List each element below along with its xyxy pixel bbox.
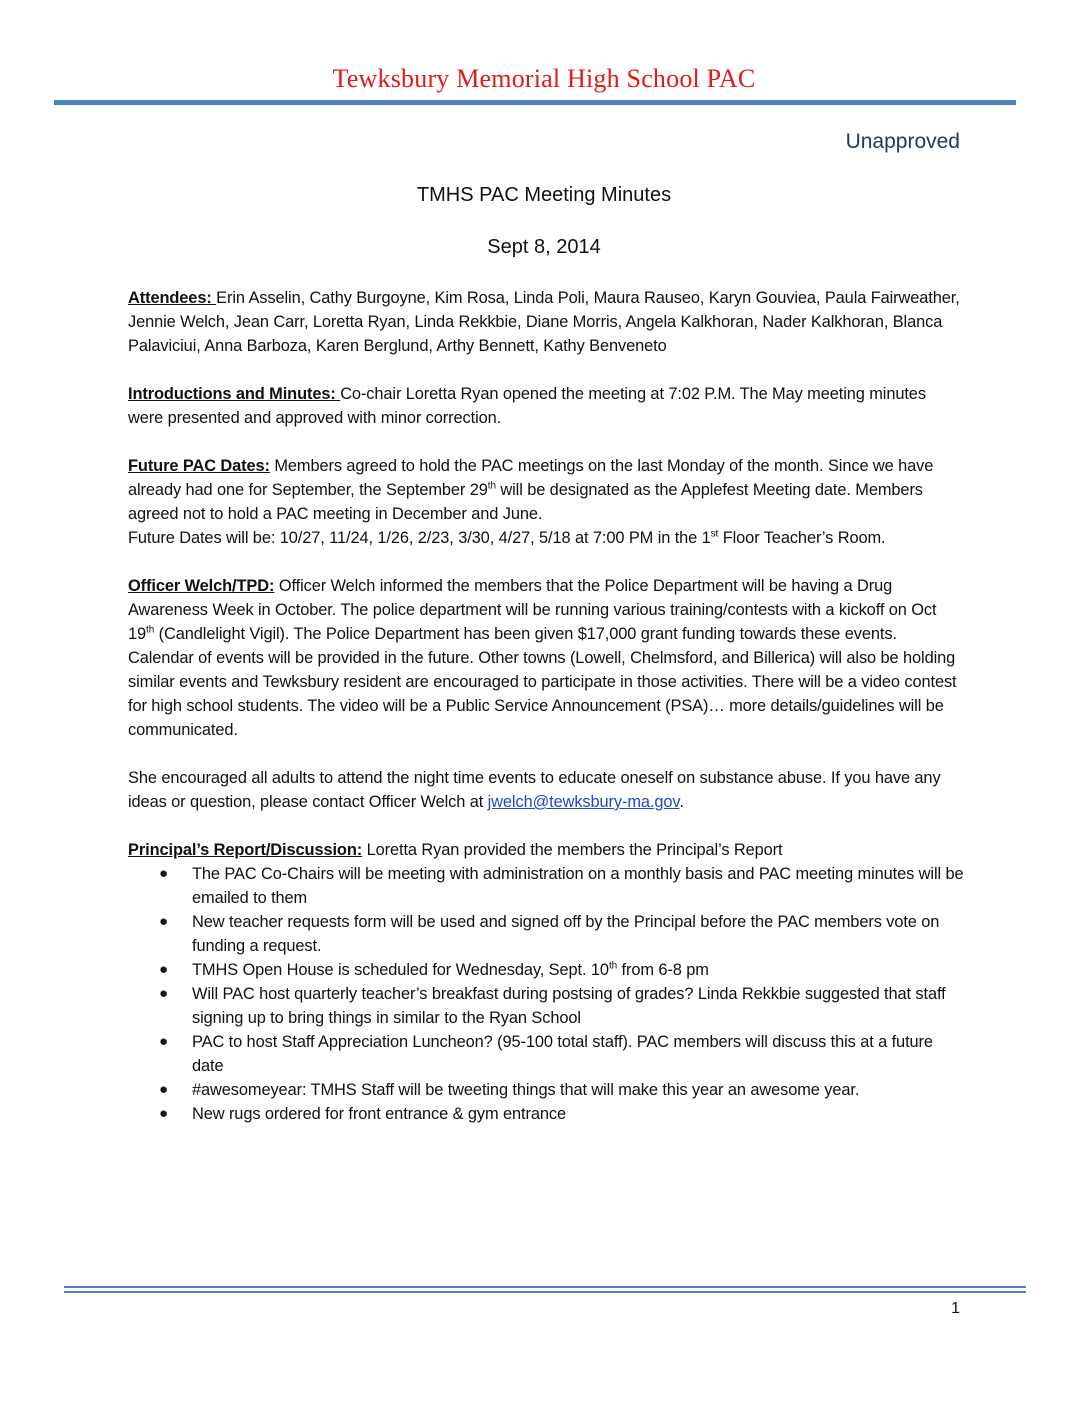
bullet-icon: ●	[159, 1105, 168, 1122]
principal-section	[128, 838, 964, 1126]
list-item	[128, 1102, 964, 1126]
officer-sup-1: th	[146, 624, 155, 636]
list-item	[128, 958, 964, 982]
future-dates-text-1: Members agreed to hold the PAC meetings on the last Monday of the month. Since we have already had one for September, the September 29	[128, 457, 934, 499]
bullet-icon: ●	[159, 913, 168, 930]
principal-bullet-list	[128, 862, 964, 1126]
principal-label: Principal’s Report/Discussion:	[128, 841, 363, 859]
attendees-paragraph	[128, 286, 964, 358]
officer-text-1: Officer Welch informed the members that the Police Department will be having a Drug Awareness Week in October. The police department will be running various training/contests with a kickoff on Oct 19	[128, 577, 937, 643]
list-item	[128, 982, 964, 1030]
future-dates-text-4: Floor Teacher’s Room.	[718, 529, 886, 547]
minutes-body	[128, 286, 964, 1126]
bullet-icon: ●	[159, 1033, 168, 1050]
list-item-text: The PAC Co-Chairs will be meeting with administration on a monthly basis and PAC meeting minutes will be emailed to them	[192, 865, 964, 907]
officer-paragraph	[128, 574, 964, 742]
future-dates-sup-1: th	[487, 480, 496, 492]
future-dates-paragraph	[128, 454, 964, 550]
list-item-text: PAC to host Staff Appreciation Luncheon? (95-100 total staff). PAC members will discuss this at a future date	[192, 1033, 933, 1075]
introductions-paragraph	[128, 382, 964, 430]
list-item-text: Will PAC host quarterly teacher’s breakfast during postsing of grades? Linda Rekkbie suggested that staff signing up to bring things in similar to the Ryan School	[192, 985, 946, 1027]
introductions-text: Co-chair Loretta Ryan opened the meeting at 7:02 P.M. The May meeting minutes were presented and approved with minor correction.	[128, 385, 926, 427]
future-dates-text-2: will be designated as the Applefest Meeting date. Members agreed not to hold a PAC meeting in December and June.	[128, 481, 923, 523]
officer-email-link[interactable]: jwelch@tewksbury-ma.gov	[487, 793, 680, 811]
open-house-text-1: TMHS Open House is scheduled for Wednesday, Sept. 10	[192, 961, 609, 979]
bullet-icon: ●	[159, 865, 168, 882]
encourage-paragraph	[128, 766, 964, 814]
footer-rule-bottom	[64, 1291, 1026, 1293]
footer-rule-top	[64, 1286, 1026, 1288]
encourage-end: .	[679, 793, 684, 811]
principal-heading	[128, 838, 964, 862]
header-title: Tewksbury Memorial High School PAC	[332, 64, 756, 93]
open-house-sup: th	[608, 960, 618, 972]
document-date: Sept 8, 2014	[487, 236, 601, 258]
officer-label: Officer Welch/TPD:	[128, 577, 275, 595]
list-item	[128, 910, 964, 958]
encourage-text: She encouraged all adults to attend the night time events to educate oneself on substance abuse. If you have any ideas or question, please contact Officer Welch at	[128, 769, 941, 811]
future-dates-label: Future PAC Dates:	[128, 457, 270, 475]
principal-text: Loretta Ryan provided the members the Principal’s Report	[362, 841, 783, 859]
open-house-text-2: from 6-8 pm	[617, 961, 709, 979]
bullet-icon: ●	[159, 961, 168, 978]
bullet-icon: ●	[159, 1081, 168, 1098]
page-number: 1	[951, 1300, 960, 1317]
status-label: Unapproved	[845, 130, 960, 153]
list-item	[128, 862, 964, 910]
header-rule	[54, 100, 1016, 105]
introductions-label: Introductions and Minutes:	[128, 385, 341, 403]
list-item-text: New rugs ordered for front entrance & gym entrance	[192, 1105, 566, 1123]
list-item-text: #awesomeyear: TMHS Staff will be tweeting things that will make this year an awesome year.	[192, 1081, 860, 1099]
document-title: TMHS PAC Meeting Minutes	[416, 184, 672, 206]
attendees-label: Attendees:	[128, 289, 217, 307]
officer-text-2: (Candlelight Vigil). The Police Department has been given $17,000 grant funding towards these events. Calendar of events will be provided in the future. Other towns (Lowell, Chelmsford, and Billerica) will also be holding similar events and Tewksbury resident are encouraged to participate in those activities. There will be a video contest for high school students. The video will be a Public Service Announcement (PSA)… more details/guidelines will be communicated.	[128, 625, 957, 739]
future-dates-sup-2: st	[710, 528, 719, 540]
attendees-text: Erin Asselin, Cathy Burgoyne, Kim Rosa, Linda Poli, Maura Rauseo, Karyn Gouviea, Paula Fairweather, Jennie Welch, Jean Carr, Loretta Ryan, Linda Rekkbie, Diane Morris, Angela Kalkhoran, Nader Kalkhoran, Blanca Palaviciui, Anna Barboza, Karen Berglund, Arthy Bennett, Kathy Benveneto	[128, 289, 960, 355]
list-item-text: New teacher requests form will be used and signed off by the Principal before the PAC members vote on funding a request.	[192, 913, 940, 955]
future-dates-text-3: Future Dates will be: 10/27, 11/24, 1/26, 2/23, 3/30, 4/27, 5/18 at 7:00 PM in the 1	[128, 529, 711, 547]
bullet-icon: ●	[159, 985, 168, 1002]
list-item	[128, 1030, 964, 1078]
list-item	[128, 1078, 964, 1102]
